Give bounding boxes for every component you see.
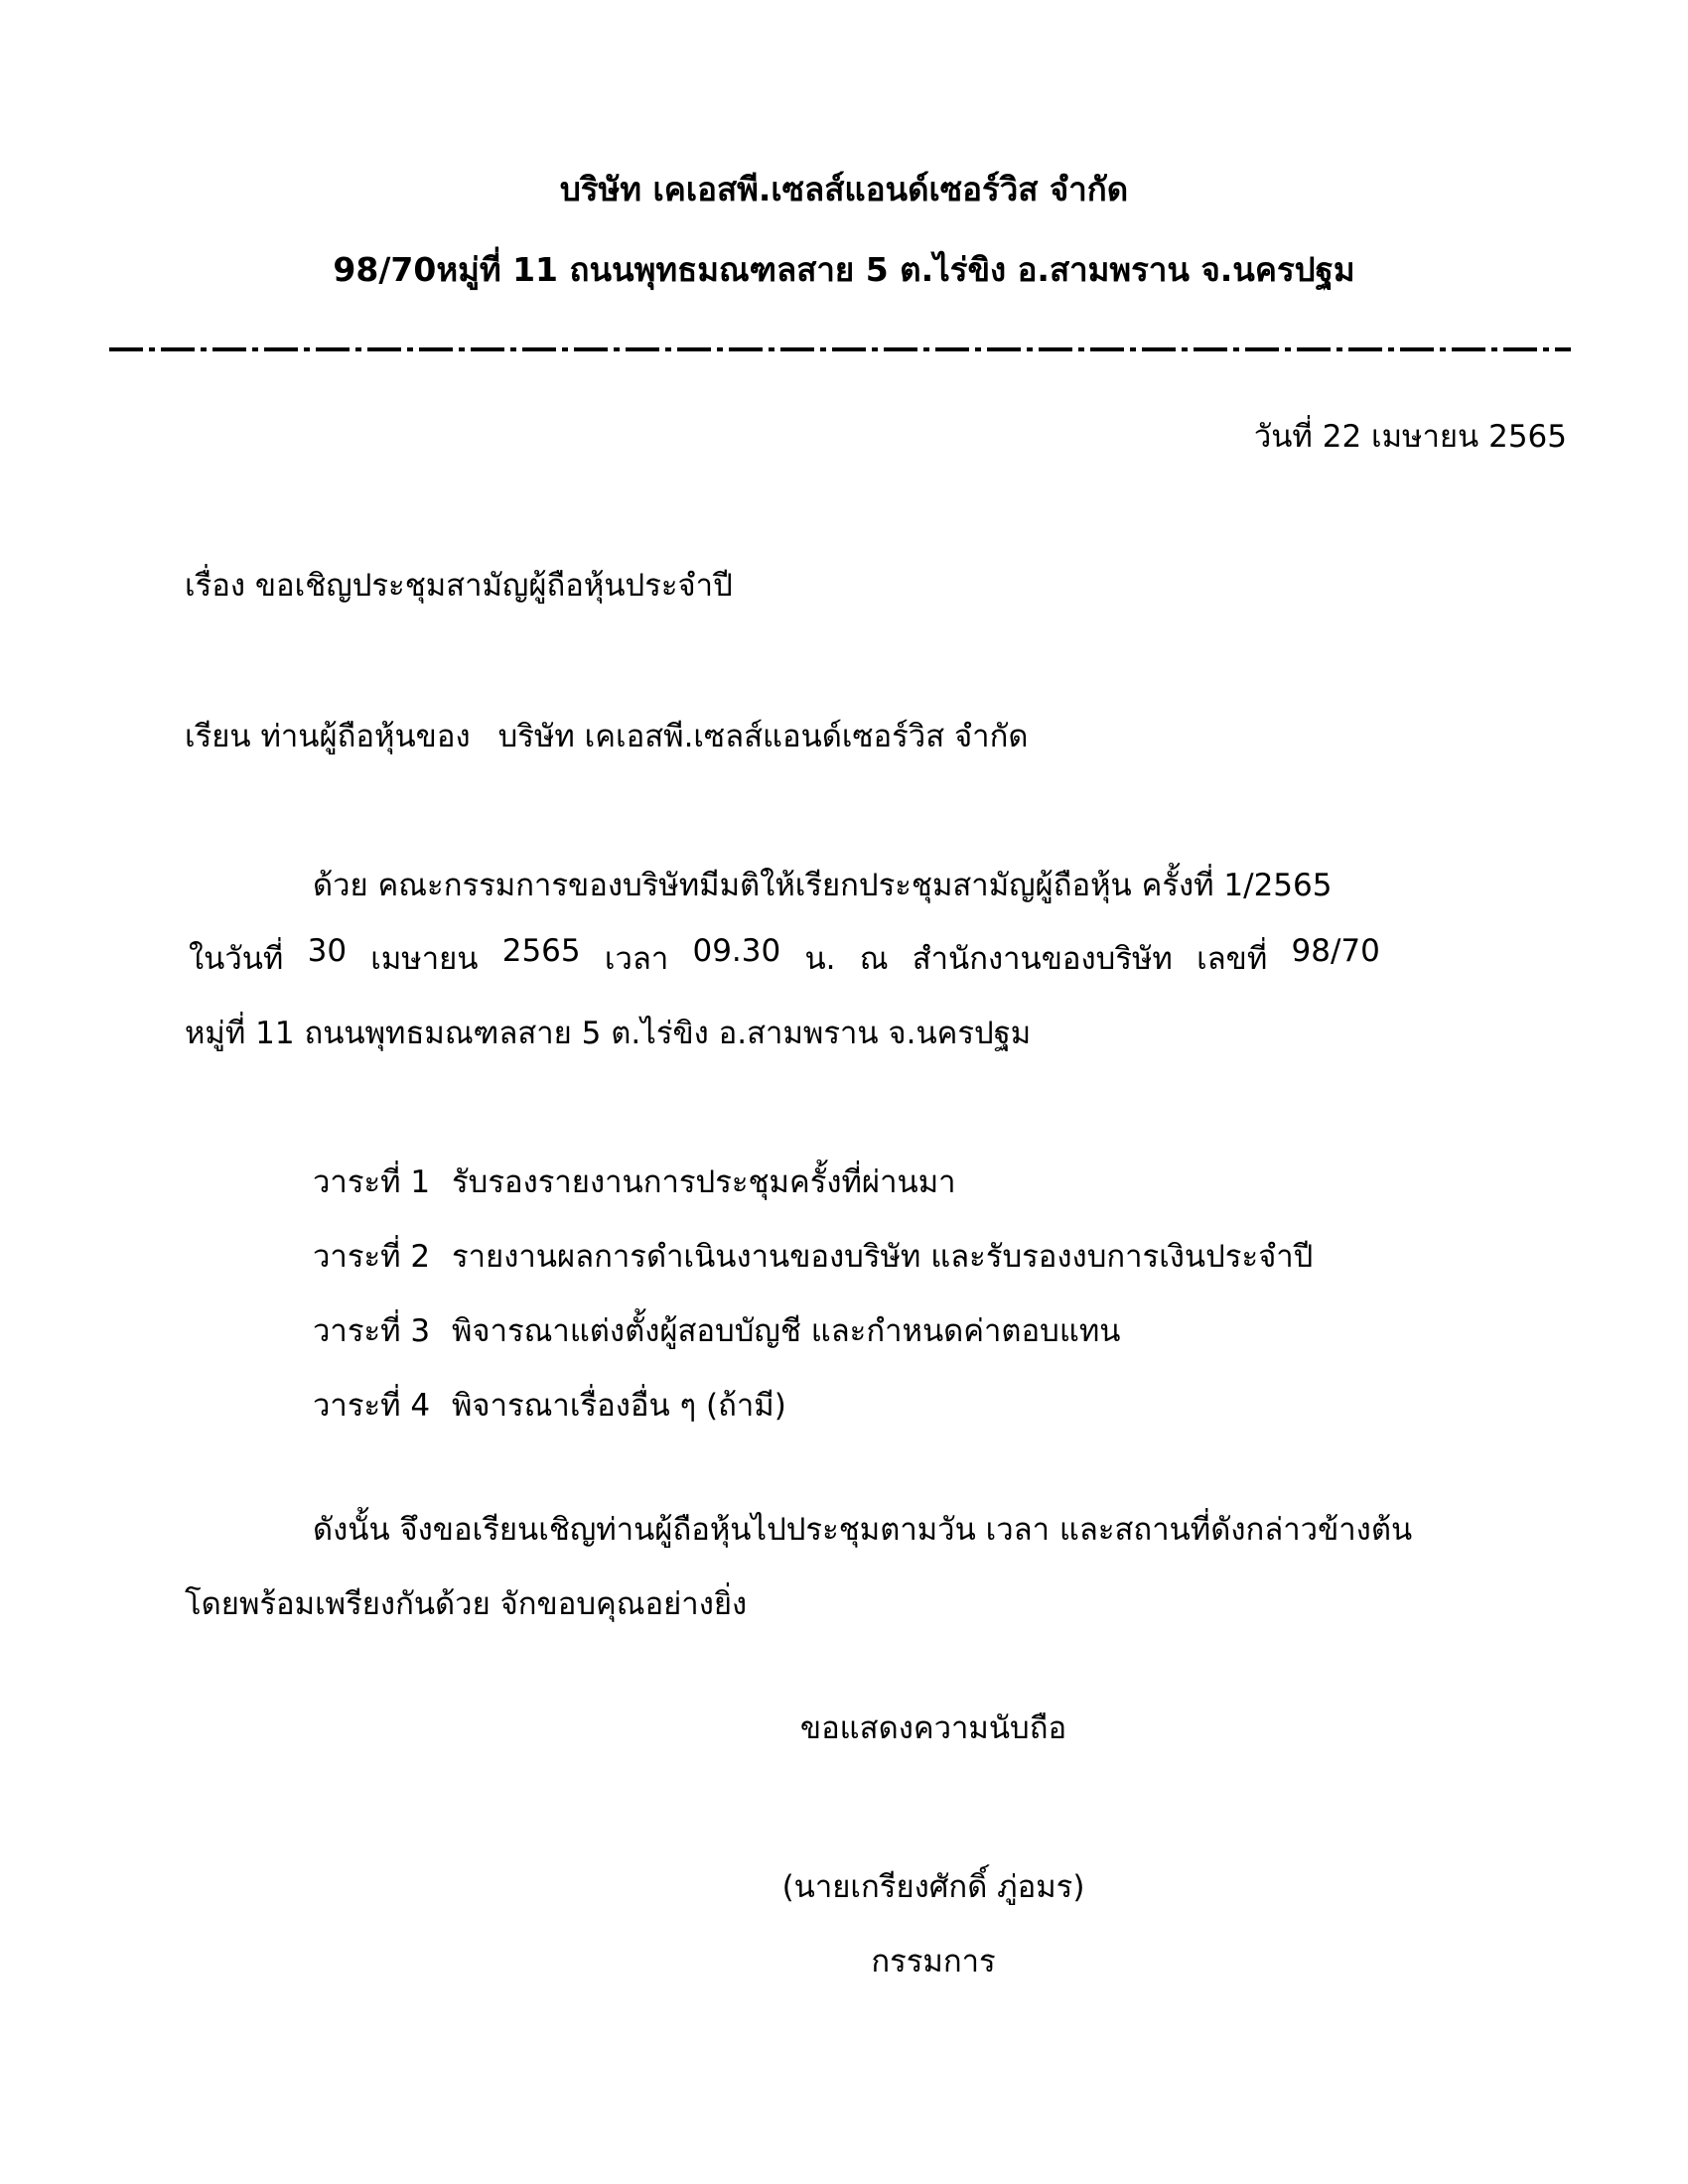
salutation-prefix: เรียน ท่านผู้ถือหุ้นของ: [185, 719, 471, 754]
body-word: 09.30: [692, 933, 781, 969]
body-word: 30: [307, 933, 348, 969]
company-name: บริษัท เคเอสพี.เซลส์แอนด์เซอร์วิส จำกัด: [559, 170, 1129, 208]
signer-title: กรรมการ: [871, 1944, 996, 1979]
agenda-label: วาระที่ 3: [313, 1313, 431, 1349]
closing-line-1: ดังนั้น จึงขอเรียนเชิญท่านผู้ถือหุ้นไปประชุมตามวัน เวลา และสถานที่ดังกล่าวข้างต้น: [313, 1512, 1413, 1548]
salutation-addressee: บริษัท เคเอสพี.เซลส์แอนด์เซอร์วิส จำกัด: [497, 719, 1029, 754]
letter-subject: เรื่อง ขอเชิญประชุมสามัญผู้ถือหุ้นประจำปี: [185, 568, 733, 604]
body-word: 98/70: [1291, 933, 1380, 969]
agenda-item: [313, 1380, 786, 1430]
body-line-1: ด้วย คณะกรรมการของบริษัทมีมติให้เรียกประชุมสามัญผู้ถือหุ้น ครั้งที่ 1/2565: [313, 868, 1333, 903]
regards: ขอแสดงความนับถือ: [799, 1710, 1067, 1746]
agenda-text: รับรองรายงานการประชุมครั้งที่ผ่านมา: [452, 1164, 956, 1200]
agenda-item: [313, 1305, 1120, 1355]
company-address: 98/70หมู่ที่ 11 ถนนพุทธมณฑลสาย 5 ต.ไร่ขิง อ.สามพราน จ.นครปฐม: [333, 250, 1355, 289]
body-line-2: [189, 933, 1380, 983]
agenda-label: วาระที่ 1: [313, 1164, 431, 1200]
closing-line-2: โดยพร้อมเพรียงกันด้วย จักขอบคุณอย่างยิ่ง: [185, 1586, 748, 1622]
agenda-label: วาระที่ 4: [313, 1388, 431, 1424]
body-word: ณ: [859, 941, 889, 977]
body-word: สำนักงานของบริษัท: [912, 941, 1173, 977]
body-word: เลขที่: [1196, 941, 1268, 977]
body-line-3: หมู่ที่ 11 ถนนพุทธมณฑลสาย 5 ต.ไร่ขิง อ.สามพราน จ.นครปฐม: [185, 1016, 1032, 1051]
agenda-text: พิจารณาเรื่องอื่น ๆ (ถ้ามี): [452, 1388, 786, 1424]
agenda-label: วาระที่ 2: [313, 1239, 431, 1275]
header-divider: [109, 345, 1571, 353]
body-word: ในวันที่: [189, 941, 284, 977]
body-word: เมษายน: [370, 941, 479, 977]
body-word: เวลา: [604, 941, 669, 977]
signer-name: (นายเกรียงศักดิ์ ภู่อมร): [781, 1869, 1085, 1905]
body-word: น.: [804, 941, 836, 977]
agenda-text: พิจารณาแต่งตั้งผู้สอบบัญชี และกำหนดค่าตอบแทน: [452, 1313, 1121, 1349]
agenda-text: รายงานผลการดำเนินงานของบริษัท และรับรองงบการเงินประจำปี: [452, 1239, 1314, 1275]
agenda-item: [313, 1157, 956, 1206]
agenda-item: [313, 1231, 1313, 1281]
body-word: 2565: [501, 933, 581, 969]
letter-salutation: [185, 711, 1028, 760]
letter-date: วันที่ 22 เมษายน 2565: [1253, 419, 1567, 455]
